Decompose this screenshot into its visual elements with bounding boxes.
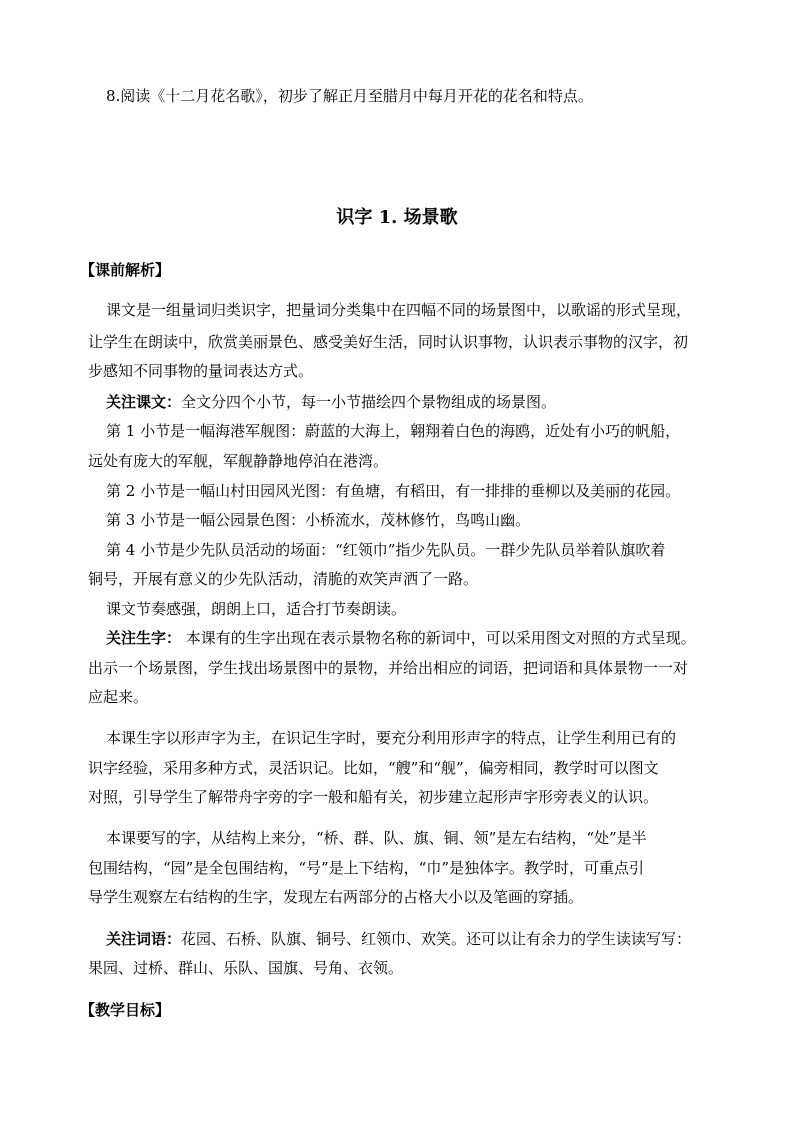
focus-text-label: 关注课文：: [106, 393, 182, 411]
paragraph-line: 对照，引导学生了解带舟字旁的字一般和船有关，初步建立起形声字形旁表义的认识。: [88, 788, 659, 806]
intro-item-8: 8.阅读《十二月花名歌》，初步了解正月至腊月中每月开花的花名和特点。: [106, 87, 593, 105]
paragraph-line: [106, 628, 696, 648]
paragraph-line: 让学生在朗读中，欣赏美丽景色、感受美好生活，同时认识事物，认识表示事物的汉字，初: [88, 333, 689, 351]
paragraph-line: 导学生观察左右结构的生字，发现左右两部分的占格大小以及笔画的穿插。: [88, 888, 584, 906]
paragraph-section-2: 第 2 小节是一幅山村田园风光图：有鱼塘，有稻田，有一排排的垂柳以及美丽的花园。: [106, 482, 681, 500]
paragraph-line: 本课要写的字，从结构上来分，“桥、群、队、旗、铜、领”是左右结构，“处”是半: [106, 829, 647, 847]
paragraph-line: 步感知不同事物的量词表达方式。: [88, 362, 314, 380]
paragraph-line: 远处有庞大的军舰，军舰静静地停泊在港湾。: [88, 452, 389, 470]
paragraph-line: 本课生字以形声字为主，在识记生字时，要充分利用形声字的特点，让学生利用已有的: [106, 729, 677, 747]
lesson-title: 识字 1. 场景歌: [336, 207, 458, 228]
section-heading-pre-lesson: 【课前解析】: [80, 261, 171, 279]
paragraph-line: 果园、过桥、群山、乐队、国旗、号角、衣领。: [88, 959, 404, 977]
focus-characters-label: 关注生字：: [106, 629, 182, 647]
paragraph-line: 铜号，开展有意义的少先队活动，清脆的欢笑声洒了一路。: [88, 570, 479, 588]
paragraph-line: 出示一个场景图，学生找出场景图中的景物，并给出相应的词语，把词语和具体景物一一对: [88, 659, 689, 677]
paragraph-line: 第 4 小节是少先队员活动的场面：“红领巾”指少先队员。一群少先队员举着队旗吹着: [106, 541, 666, 559]
paragraph-line: 识字经验，采用多种方式，灵活识记。比如，“艘”和“舰”，偏旁相同，教学时可以图文: [88, 759, 659, 777]
paragraph-section-3: 第 3 小节是一幅公园景色图：小桥流水，茂林修竹，鸟鸣山幽。: [106, 511, 531, 529]
paragraph-line: 第 1 小节是一幅海港军舰图：蔚蓝的大海上，翱翔着白色的海鸥，近处有小巧的帆船，: [106, 422, 681, 440]
paragraph-line: [106, 929, 691, 949]
paragraph-rhythm: 课文节奏感强，朗朗上口，适合打节奏朗读。: [106, 600, 407, 618]
focus-words-label: 关注词语：: [106, 930, 182, 948]
section-heading-teaching-goals: 【教学目标】: [80, 1001, 171, 1019]
focus-characters-body: 本课有的生字出现在表示景物名称的新词中，可以采用图文对照的方式呈现。: [181, 629, 696, 647]
paragraph-focus-text: [106, 392, 556, 412]
focus-words-body: 花园、石桥、队旗、铜号、红领巾、欢笑。还可以让有余力的学生读读写写：: [181, 930, 692, 948]
paragraph-line: 课文是一组量词归类识字，把量词分类集中在四幅不同的场景图中，以歌谣的形式呈现，: [106, 301, 692, 319]
focus-text-body: 全文分四个小节，每一小节描绘四个景物组成的场景图。: [181, 393, 557, 411]
paragraph-line: 应起来。: [88, 688, 149, 706]
paragraph-line: 包围结构，“园”是全包围结构，“号”是上下结构，“巾”是独体字。教学时，可重点引: [88, 859, 645, 877]
